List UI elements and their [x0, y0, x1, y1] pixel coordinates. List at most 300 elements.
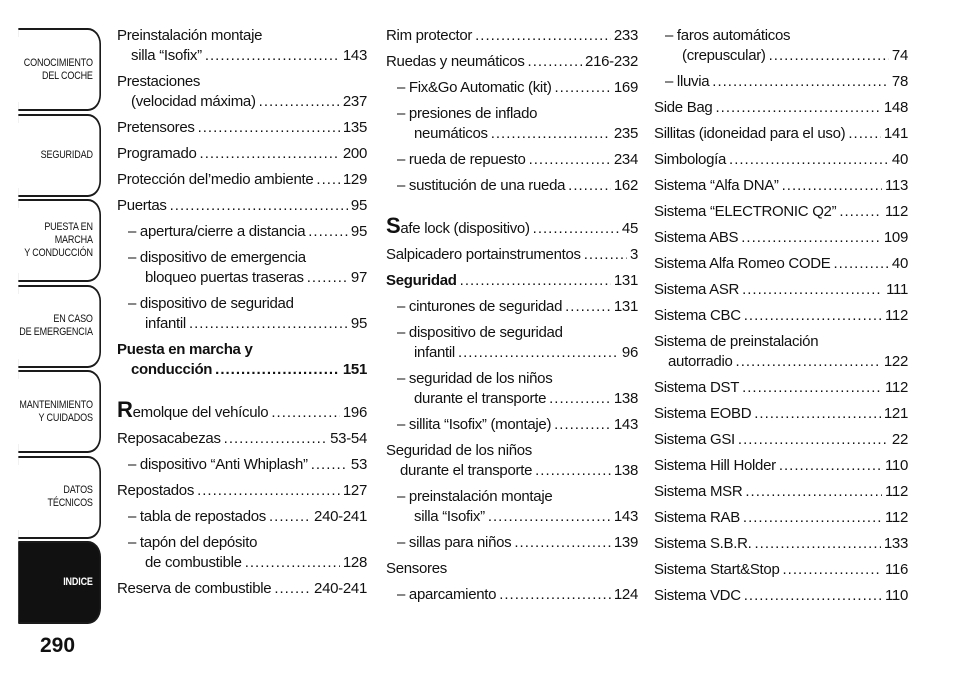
entry-label	[117, 170, 313, 190]
index-column-1	[117, 26, 367, 605]
leader-dots	[745, 482, 882, 502]
entry-label	[128, 507, 266, 527]
entry-label	[654, 333, 818, 350]
entry-label	[117, 118, 195, 138]
entry-text: – tapón del depósito	[128, 534, 258, 551]
entry-text: Rim protector	[386, 27, 473, 44]
page-ref: 95	[350, 315, 367, 332]
leader-dots	[205, 46, 340, 66]
entry-label	[397, 370, 552, 387]
entry-label	[397, 488, 552, 505]
entry-text: Protección del’medio ambiente	[117, 171, 314, 188]
page-ref: 141	[883, 125, 908, 142]
tab-datos-técnicos[interactable]: DATOS TÉCNICOS	[18, 456, 101, 539]
entry-label-cont: conducción	[131, 361, 213, 378]
page-ref: 96	[621, 344, 638, 361]
leader-dots	[533, 219, 619, 239]
page-ref: 240-241	[314, 580, 367, 597]
entry-label	[117, 196, 167, 216]
page-ref: 240-241	[314, 508, 367, 525]
entry-line	[117, 397, 367, 423]
page-ref: 237	[342, 93, 367, 110]
index-entry	[386, 297, 638, 317]
page-ref: 127	[342, 482, 367, 499]
page-ref: 95	[350, 223, 367, 240]
page-ref: 112	[884, 509, 908, 526]
page-ref: 138	[613, 462, 638, 479]
entry-line	[397, 507, 638, 527]
entry-text: Sistema CBC	[654, 307, 741, 324]
page-ref: 139	[613, 534, 638, 551]
index-entry	[386, 487, 638, 527]
entry-text: – seguridad de los niños	[397, 370, 553, 387]
index-entry	[117, 481, 367, 501]
leader-dots	[584, 245, 627, 265]
entry-label	[397, 78, 552, 98]
entry-line	[397, 297, 638, 317]
entry-line	[128, 455, 367, 475]
leader-dots	[736, 352, 881, 372]
entry-label	[397, 176, 565, 196]
entry-label-cont: (velocidad máxima)	[131, 93, 256, 110]
page-ref: 196	[342, 404, 367, 421]
leader-dots	[311, 455, 348, 475]
page-ref: 162	[613, 177, 638, 194]
page-ref: 97	[350, 269, 367, 286]
leader-dots	[742, 378, 882, 398]
entry-label	[117, 429, 221, 449]
entry-label	[654, 586, 741, 606]
entry-line	[654, 352, 908, 372]
entry-line	[128, 553, 367, 573]
entry-label	[654, 98, 712, 118]
entry-label-cont: silla “Isofix”	[131, 47, 202, 64]
index-entry	[386, 213, 638, 239]
index-entry	[386, 441, 638, 481]
leader-dots	[316, 170, 339, 190]
entry-text: Sistema ASR	[654, 281, 740, 298]
index-entry	[386, 271, 638, 291]
index-entry	[117, 222, 367, 242]
entry-line	[654, 508, 908, 528]
leader-dots	[271, 403, 340, 423]
entry-text: – dispositivo “Anti Whiplash”	[128, 456, 308, 473]
entry-label	[397, 150, 526, 170]
index-entry	[654, 306, 908, 326]
entry-label	[654, 124, 845, 144]
entry-text: afe lock (dispositivo)	[400, 220, 530, 237]
page-ref: 40	[891, 151, 908, 168]
index-entry	[117, 248, 367, 288]
entry-line	[117, 46, 367, 66]
entry-text: Sistema ABS	[654, 229, 739, 246]
entry-text: Sistema Hill Holder	[654, 457, 776, 474]
entry-label-cont: durante el transporte	[400, 462, 533, 479]
page-ref: 233	[613, 27, 638, 44]
entry-line	[117, 579, 367, 599]
entry-line	[654, 202, 908, 222]
leader-dots	[779, 456, 882, 476]
entry-line	[397, 389, 638, 409]
page-ref: 169	[613, 79, 638, 96]
entry-text: – lluvia	[665, 73, 710, 90]
tab-en-caso-de-emergencia[interactable]: EN CASO DE EMERGENCIA	[18, 285, 101, 368]
entry-line	[117, 340, 367, 360]
entry-label	[665, 72, 709, 92]
page-ref: 135	[342, 119, 367, 136]
entry-line	[386, 461, 638, 481]
entry-label-cont: autorradio	[668, 353, 733, 370]
leader-dots	[197, 481, 340, 501]
entry-line	[665, 46, 908, 66]
entry-text: Pretensores	[117, 119, 195, 136]
page-ref: 131	[613, 298, 638, 315]
tab-seguridad[interactable]: SEGURIDAD	[18, 114, 101, 197]
entry-label	[397, 585, 496, 605]
entry-line	[654, 280, 908, 300]
entry-line	[397, 104, 638, 124]
entry-label	[128, 222, 305, 242]
entry-line	[128, 533, 367, 553]
leader-dots	[458, 343, 619, 363]
index-entry	[654, 280, 908, 300]
initial-letter: R	[117, 397, 133, 422]
entry-line	[386, 441, 638, 461]
entry-text: Simbología	[654, 151, 727, 168]
entry-text: – Fix&Go Automatic (kit)	[397, 79, 552, 96]
entry-line	[117, 118, 367, 138]
entry-label	[386, 245, 581, 265]
entry-label	[654, 176, 779, 196]
index-entry	[117, 579, 367, 599]
page-ref: 122	[883, 353, 908, 370]
entry-text: – dispositivo de emergencia	[128, 249, 306, 266]
entry-line	[128, 222, 367, 242]
index-entry	[386, 323, 638, 363]
leader-dots	[783, 560, 882, 580]
index-entry	[386, 176, 638, 196]
leader-dots	[744, 586, 882, 606]
entry-line	[654, 560, 908, 580]
entry-line	[397, 323, 638, 343]
page-ref: 151	[342, 361, 367, 378]
entry-line	[654, 534, 908, 554]
tab-mantenimiento-y-cuidados[interactable]: MANTENIMIENTO Y CUIDADOS	[18, 370, 101, 453]
entry-label	[117, 73, 200, 90]
entry-text: Puesta en marcha y	[117, 341, 253, 358]
page-ref: 53	[350, 456, 367, 473]
tab-puesta-en-marcha-y-conducción[interactable]: PUESTA EN MARCHA Y CONDUCCIÓN	[18, 199, 101, 282]
leader-dots	[488, 507, 611, 527]
entry-text: Prestaciones	[117, 73, 201, 90]
entry-line	[397, 487, 638, 507]
entry-text: – dispositivo de seguridad	[397, 324, 563, 341]
entry-label	[386, 213, 530, 239]
leader-dots	[848, 124, 881, 144]
entry-line	[128, 314, 367, 334]
page-ref: 138	[613, 390, 638, 407]
entry-line	[128, 507, 367, 527]
index-entry	[117, 170, 367, 190]
entry-text: – dispositivo de seguridad	[128, 295, 294, 312]
page-ref: 143	[613, 416, 638, 433]
page-ref: 124	[613, 586, 638, 603]
leader-dots	[170, 196, 348, 216]
entry-label	[128, 295, 294, 312]
initial-letter: S	[386, 213, 401, 238]
index-entry	[654, 254, 908, 274]
entry-text: Sistema “ELECTRONIC Q2”	[654, 203, 837, 220]
leader-dots	[755, 534, 881, 554]
entry-line	[397, 176, 638, 196]
index-entry	[654, 228, 908, 248]
entry-label	[128, 249, 306, 266]
entry-label	[117, 481, 194, 501]
leader-dots	[769, 46, 889, 66]
page-ref: 109	[883, 229, 908, 246]
entry-text: emolque del vehículo	[132, 404, 269, 421]
leader-dots	[491, 124, 611, 144]
entry-line	[386, 245, 638, 265]
entry-label	[654, 228, 738, 248]
entry-line	[654, 586, 908, 606]
entry-line	[117, 429, 367, 449]
page-ref: 45	[621, 220, 638, 237]
entry-line	[397, 369, 638, 389]
entry-line	[654, 98, 908, 118]
entry-text: Sistema RAB	[654, 509, 740, 526]
leader-dots	[529, 150, 611, 170]
entry-label	[117, 27, 262, 44]
page-ref: 112	[884, 483, 908, 500]
entry-label-cont: silla “Isofix”	[414, 508, 485, 525]
page-number: 290	[40, 634, 76, 657]
entry-text: Preinstalación montaje	[117, 27, 263, 44]
index-entry	[654, 534, 908, 554]
entry-label	[654, 508, 740, 528]
index-entry	[117, 196, 367, 216]
index-entry	[654, 586, 908, 606]
index-entry	[386, 104, 638, 144]
entry-label-cont: bloqueo puertas traseras	[145, 269, 304, 286]
entry-line	[654, 228, 908, 248]
page-ref: 143	[342, 47, 367, 64]
entry-label	[654, 430, 735, 450]
page-ref: 128	[342, 554, 367, 571]
entry-line	[654, 378, 908, 398]
leader-dots	[499, 585, 611, 605]
page-ref: 235	[613, 125, 638, 142]
page-ref: 112	[884, 203, 908, 220]
entry-label	[654, 560, 780, 580]
index-entry	[654, 332, 908, 372]
index-entry	[654, 404, 908, 424]
entry-label	[397, 324, 563, 341]
index-entry	[386, 559, 638, 579]
leader-dots	[528, 52, 583, 72]
entry-text: Salpicadero portainstrumentos	[386, 246, 581, 263]
entry-label-cont: neumáticos	[414, 125, 488, 142]
entry-line	[117, 481, 367, 501]
entry-line	[654, 332, 908, 352]
leader-dots	[224, 429, 327, 449]
page-ref: 129	[342, 171, 367, 188]
leader-dots	[742, 280, 883, 300]
index-entry	[117, 294, 367, 334]
entry-text: Reposacabezas	[117, 430, 221, 447]
leader-dots	[307, 268, 348, 288]
page-ref: 53-54	[330, 430, 367, 447]
entry-line	[117, 196, 367, 216]
entry-text: – rueda de repuesto	[397, 151, 526, 168]
entry-text: – tabla de repostados	[128, 508, 266, 525]
page-ref: 121	[883, 405, 908, 422]
tab-conocimiento-del-coche[interactable]: CONOCIMIENTO DEL COCHE	[18, 28, 101, 111]
entry-label	[654, 306, 741, 326]
index-entry	[654, 456, 908, 476]
leader-dots	[554, 415, 611, 435]
index-entry	[117, 533, 367, 573]
entry-line	[654, 430, 908, 450]
leader-dots	[549, 389, 611, 409]
leader-dots	[245, 553, 340, 573]
leader-dots	[744, 306, 882, 326]
page-ref: 110	[884, 587, 908, 604]
index-entry	[654, 482, 908, 502]
entry-text: Sistema Start&Stop	[654, 561, 780, 578]
entry-text: Sistema VDC	[654, 587, 741, 604]
tab-indice[interactable]: INDICE	[18, 541, 101, 624]
index-entry	[386, 369, 638, 409]
leader-dots	[782, 176, 882, 196]
entry-label-cont: infantil	[414, 344, 455, 361]
entry-line	[397, 585, 638, 605]
entry-text: Seguridad de los niños	[386, 442, 533, 459]
index-entry	[386, 150, 638, 170]
index-entry	[654, 430, 908, 450]
index-entry	[654, 26, 908, 66]
leader-dots	[565, 297, 611, 317]
index-entry	[654, 202, 908, 222]
page-ref: 200	[342, 145, 367, 162]
entry-text: Sillitas (idoneidad para el uso)	[654, 125, 846, 142]
index-entry	[117, 26, 367, 66]
index-entry	[386, 533, 638, 553]
entry-line	[117, 92, 367, 112]
entry-text: Sistema DST	[654, 379, 740, 396]
entry-text: Programado	[117, 145, 197, 162]
leader-dots	[743, 508, 882, 528]
page-ref: 112	[884, 307, 908, 324]
entry-line	[128, 248, 367, 268]
entry-label	[654, 254, 831, 274]
entry-line	[654, 124, 908, 144]
leader-dots	[839, 202, 882, 222]
page-ref: 131	[613, 272, 638, 289]
index-entry	[386, 78, 638, 98]
entry-label	[117, 341, 253, 358]
entry-text: – faros automáticos	[665, 27, 791, 44]
index-entry	[117, 72, 367, 112]
index-entry	[117, 455, 367, 475]
page-ref: 78	[891, 73, 908, 90]
entry-line	[397, 533, 638, 553]
leader-dots	[729, 150, 889, 170]
entry-text: – cinturones de seguridad	[397, 298, 563, 315]
index-entry	[386, 245, 638, 265]
entry-label	[654, 456, 776, 476]
leader-dots	[200, 144, 340, 164]
entry-label	[386, 559, 447, 579]
leader-dots	[555, 78, 611, 98]
entry-line	[128, 294, 367, 314]
entry-label	[117, 579, 271, 599]
entry-line	[386, 213, 638, 239]
leader-dots	[198, 118, 340, 138]
entry-line	[117, 26, 367, 46]
entry-text: – presiones de inflado	[397, 105, 538, 122]
entry-line	[654, 306, 908, 326]
page-ref: 234	[613, 151, 638, 168]
index-entry	[117, 118, 367, 138]
page-ref: 133	[883, 535, 908, 552]
entry-label	[386, 442, 532, 459]
entry-label	[654, 534, 752, 554]
entry-text: Sistema “Alfa DNA”	[654, 177, 779, 194]
entry-text: – sustitución de una rueda	[397, 177, 566, 194]
leader-dots	[535, 461, 611, 481]
entry-text: Ruedas y neumáticos	[386, 53, 525, 70]
index-entry	[386, 415, 638, 435]
entry-line	[654, 482, 908, 502]
entry-text: Puertas	[117, 197, 167, 214]
page-ref: 74	[891, 47, 908, 64]
leader-dots	[741, 228, 881, 248]
leader-dots	[269, 507, 311, 527]
page-ref: 40	[891, 255, 908, 272]
leader-dots	[259, 92, 340, 112]
entry-text: Sistema S.B.R.	[654, 535, 752, 552]
entry-label	[397, 297, 562, 317]
leader-dots	[738, 430, 889, 450]
entry-label-cont: de combustible	[145, 554, 242, 571]
entry-line	[397, 415, 638, 435]
entry-label	[386, 26, 472, 46]
entry-label-cont: (crepuscular)	[682, 47, 766, 64]
index-entry	[654, 150, 908, 170]
entry-label-cont: infantil	[145, 315, 186, 332]
section-gap	[386, 202, 638, 216]
entry-label	[117, 144, 197, 164]
page-ref: 216-232	[585, 53, 638, 70]
entry-label	[654, 404, 751, 424]
entry-label	[397, 533, 511, 553]
entry-line	[397, 343, 638, 363]
entry-line	[117, 144, 367, 164]
page-ref: 143	[613, 508, 638, 525]
entry-line	[654, 404, 908, 424]
entry-text: Sistema de preinstalación	[654, 333, 819, 350]
page-ref: 110	[884, 457, 908, 474]
entry-label	[654, 202, 836, 222]
page-ref: 22	[891, 431, 908, 448]
leader-dots	[712, 72, 889, 92]
entry-line	[386, 52, 638, 72]
index-entry	[654, 98, 908, 118]
entry-line	[397, 78, 638, 98]
entry-line	[128, 268, 367, 288]
index-entry	[117, 340, 367, 380]
